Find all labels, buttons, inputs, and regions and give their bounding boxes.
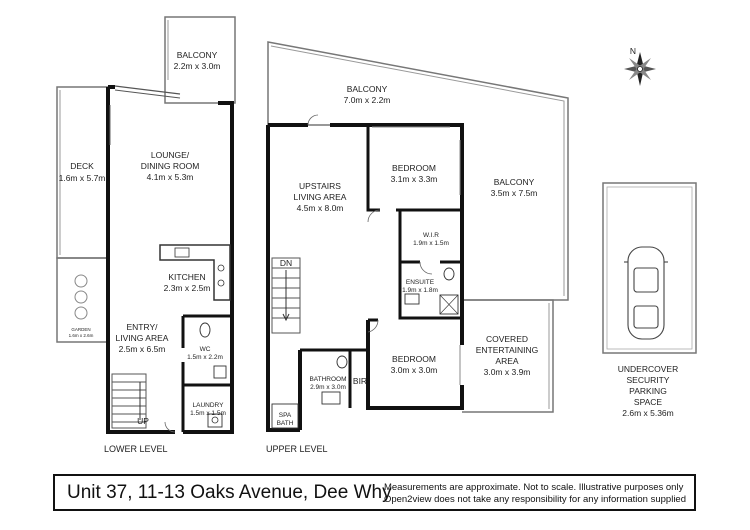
room-size: 4.1m x 5.3m (146, 172, 194, 182)
room-size: 3.0m x 3.9m (483, 367, 531, 377)
garden-shrub (75, 275, 87, 287)
balcony-door-swing (308, 115, 318, 125)
room-name: DINING ROOM (140, 161, 200, 171)
room-name: ENTERTAINING (475, 345, 539, 355)
wir-door-swing (420, 262, 432, 274)
stairs-up-label: UP (137, 416, 149, 426)
room-name: BIR (352, 376, 368, 386)
toilet-icon (200, 323, 210, 337)
room-name: COVERED (485, 334, 529, 344)
cooktop-icon (218, 265, 224, 271)
room-size: 2.6m x 5.36m (622, 408, 674, 418)
room-name: WC (199, 346, 211, 353)
room-name: ENSUITE (405, 279, 435, 286)
room-name: LAUNDRY (192, 402, 224, 409)
room-name: DECK (70, 161, 94, 171)
upper-level-caption: UPPER LEVEL (266, 444, 328, 454)
room-name: SPA (278, 412, 292, 419)
garden-shrub (75, 291, 87, 303)
laundry-tub-drain-icon (212, 417, 218, 423)
room-name: BATHROOM (309, 376, 347, 383)
bathroom-toilet-icon (337, 356, 347, 368)
room-size: 1.9m x 1.5m (413, 240, 449, 247)
room-size: 2.2m x 3.0m (173, 61, 221, 71)
ensuite-basin-icon (405, 294, 419, 304)
kitchen-sink-icon (175, 248, 189, 257)
lounge-glass-door (115, 86, 180, 94)
room-size: 1.5m x 1.5m (190, 410, 226, 417)
ensuite-toilet-icon (444, 268, 454, 280)
room-name: W.I.R (423, 232, 439, 239)
room-name: BALCONY (346, 84, 388, 94)
room-size: 2.3m x 2.5m (163, 283, 211, 293)
room-name: KITCHEN (168, 272, 206, 282)
room-size: 1.9m x 1.8m (402, 287, 438, 294)
room-size: 1.5m x 2.2m (187, 354, 223, 361)
room-size: 1.6m x 5.7m (58, 173, 106, 183)
room-name: BALCONY (176, 50, 218, 60)
room-name: SPACE (633, 397, 663, 407)
footer-box (53, 474, 696, 511)
disclaimer-line: Measurements are approximate. Not to scale. Illustrative purposes only (383, 482, 684, 493)
room-size: 3.5m x 7.5m (490, 188, 538, 198)
parking-plan (603, 183, 696, 353)
disclaimer-line: Open2view does not take any responsibility for any information supplied (383, 494, 686, 505)
lower-level-caption: LOWER LEVEL (104, 444, 168, 454)
stairs-down-label: DN (279, 258, 293, 268)
lounge-glass-door (115, 90, 180, 98)
room-size: 2.9m x 3.0m (310, 384, 346, 391)
wc-basin-icon (214, 366, 226, 378)
compass-icon (624, 52, 656, 86)
room-name: LIVING AREA (115, 333, 169, 343)
garden-shrub (75, 307, 87, 319)
disclaimer (384, 482, 686, 506)
property-address-title: Unit 37, 11-13 Oaks Avenue, Dee Why (67, 482, 392, 503)
lower-level-plan (57, 17, 235, 432)
room-size: 7.0m x 2.2m (343, 95, 391, 105)
room-size: 2.5m x 6.5m (118, 344, 166, 354)
room-name: BEDROOM (392, 354, 436, 364)
room-name: SECURITY (626, 375, 670, 385)
room-size: 1.6m x 2.6m (68, 333, 94, 338)
room-name: ENTRY/ (126, 322, 158, 332)
car-icon (624, 247, 668, 339)
lower-balcony-outline (165, 17, 235, 103)
room-name: AREA (495, 356, 519, 366)
room-size: 3.1m x 3.3m (390, 174, 438, 184)
cooktop-icon (218, 280, 224, 286)
compass-north-label: N (629, 46, 637, 56)
room-name: UNDERCOVER (617, 364, 679, 374)
room-name: LOUNGE/ (150, 150, 190, 160)
room-size: 3.0m x 3.0m (390, 365, 438, 375)
room-name: BALCONY (493, 177, 535, 187)
room-size: 4.5m x 8.0m (296, 203, 344, 213)
room-name: LIVING AREA (293, 192, 347, 202)
room-name: GARDEN (71, 327, 91, 332)
room-name: PARKING (629, 386, 667, 396)
room-name: BATH (276, 420, 294, 427)
room-name: UPSTAIRS (299, 181, 341, 191)
bathroom-vanity-icon (322, 392, 340, 404)
bedroom1-door-swing (368, 210, 380, 222)
room-name: BEDROOM (392, 163, 436, 173)
